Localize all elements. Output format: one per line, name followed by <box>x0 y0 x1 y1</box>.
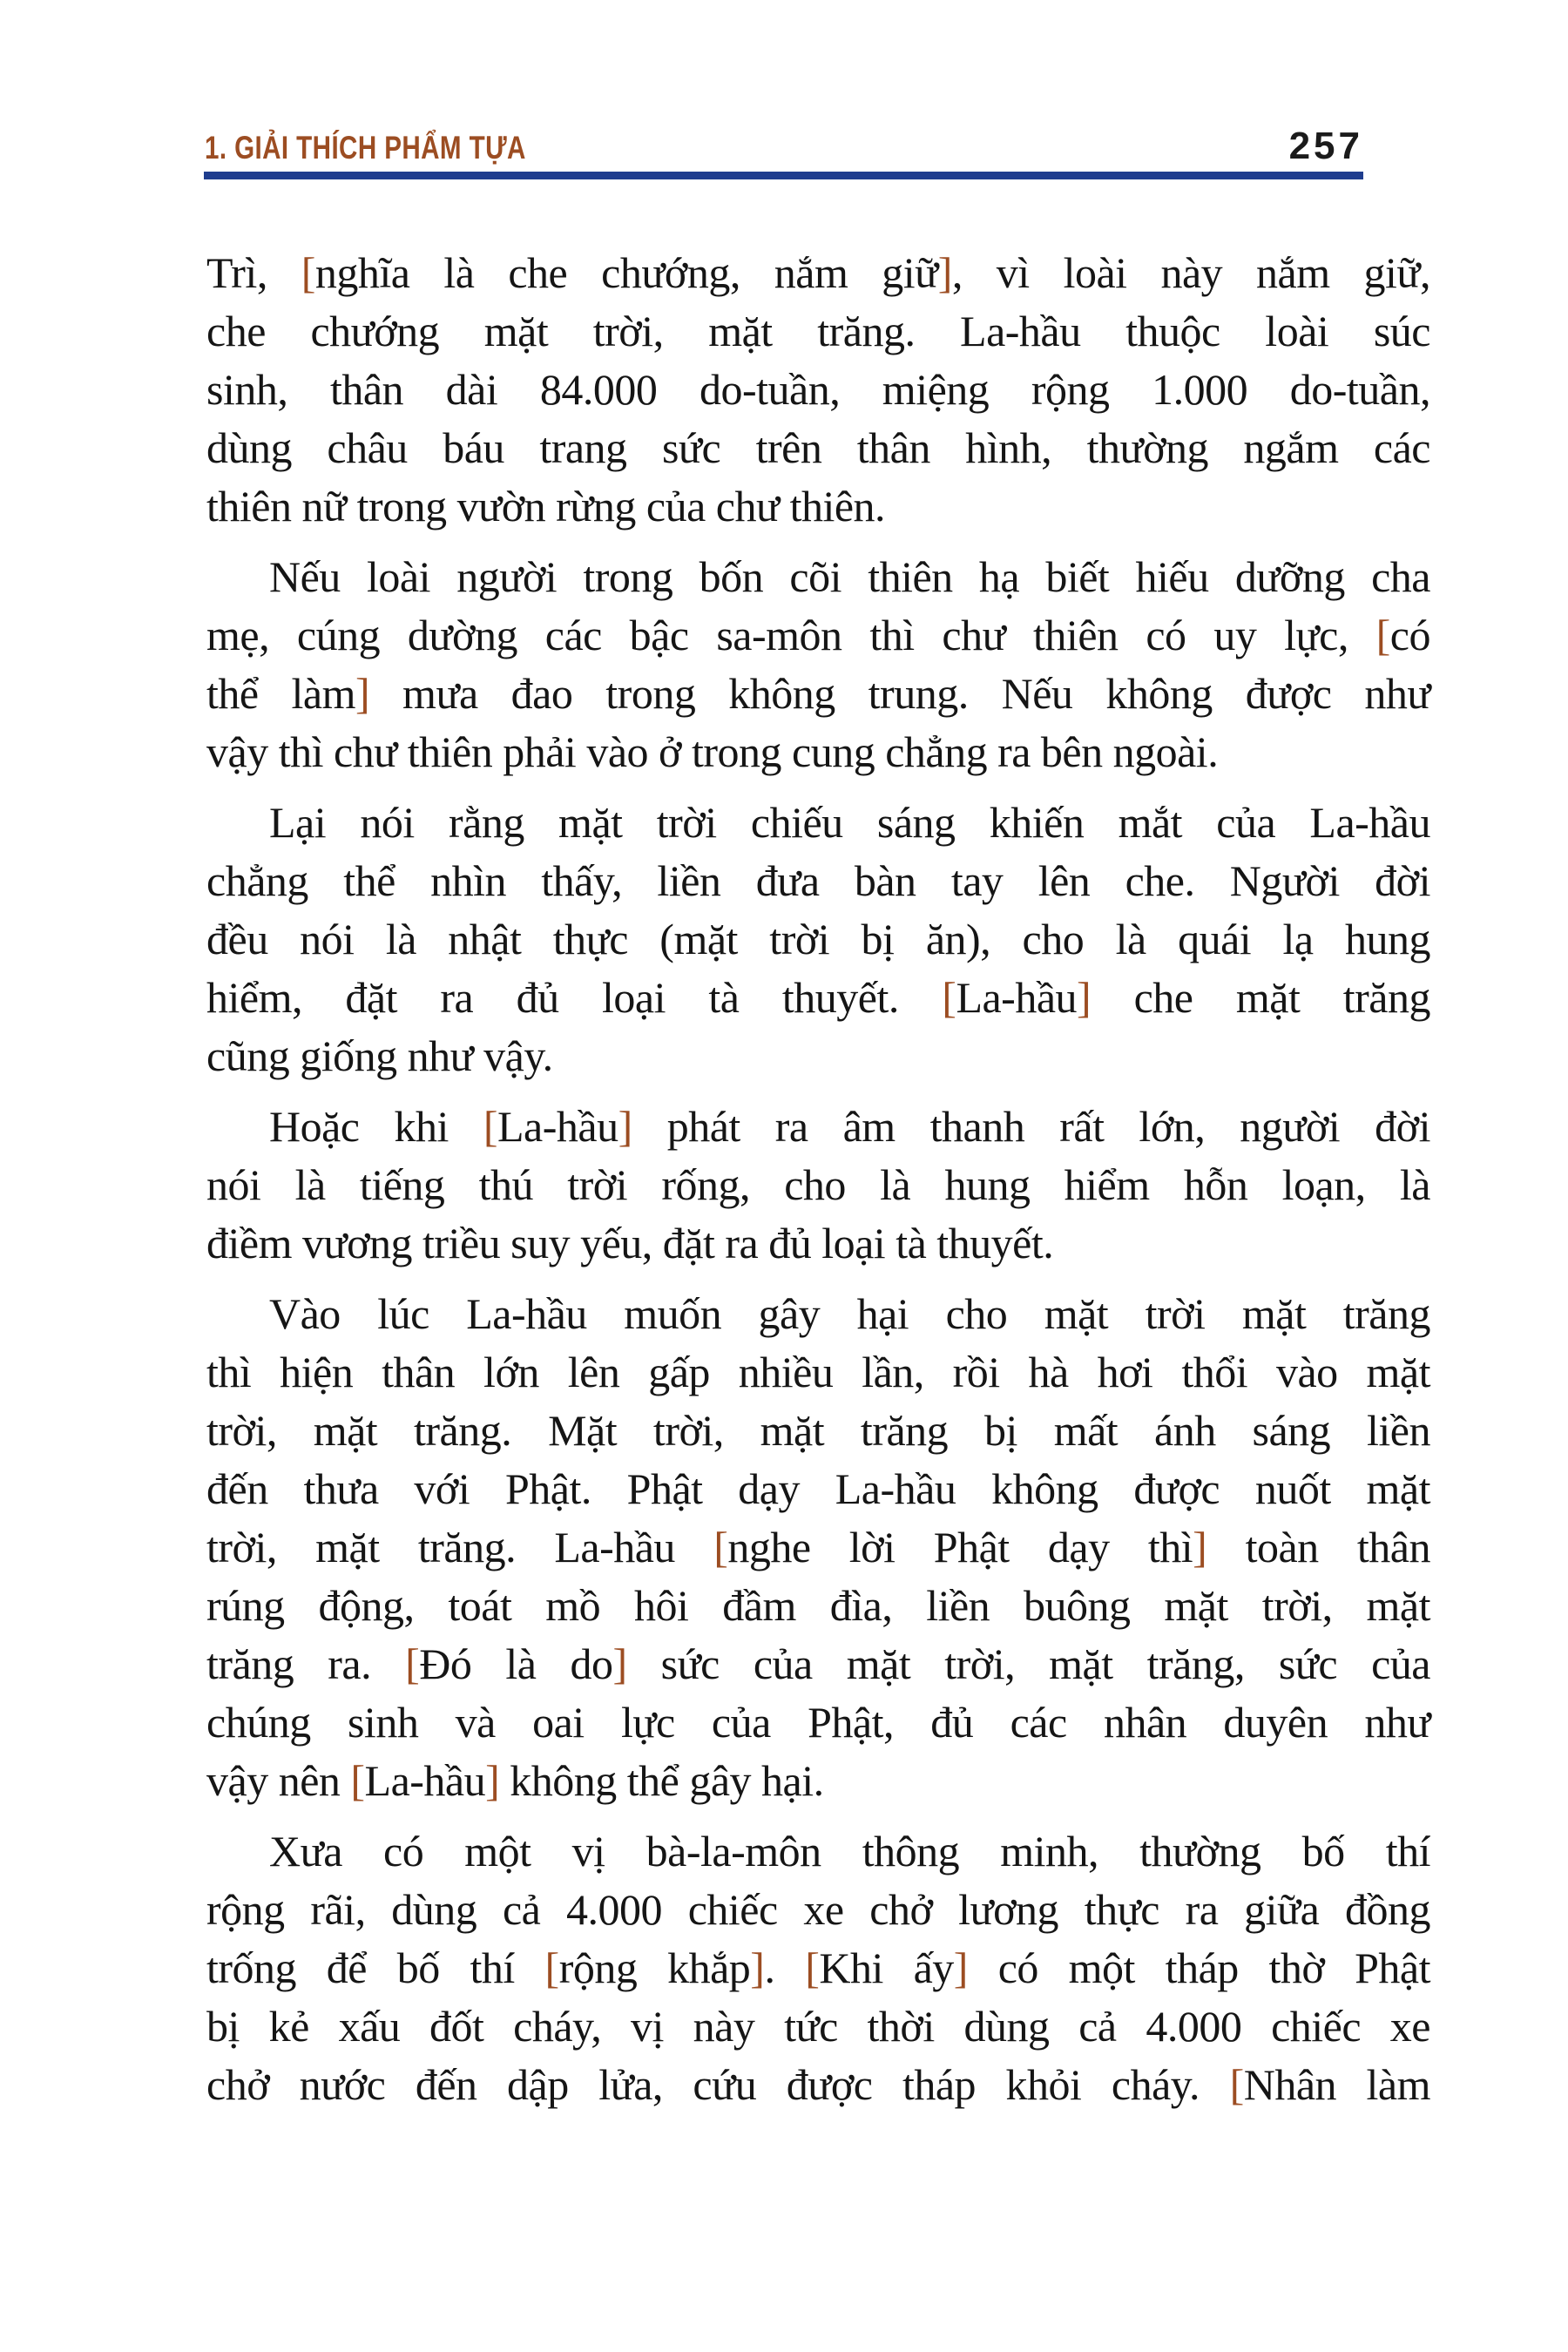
bracket-mark: [ <box>1375 611 1390 659</box>
body-line: trống để bố thí [rộng khắp]. [Khi ấy] có một tháp thờ Phật <box>206 1943 1430 1992</box>
bracket-mark: ] <box>485 1756 500 1805</box>
body-paragraph <box>206 1098 1430 1273</box>
body-line: thì hiện thân lớn lên gấp nhiều lần, rồi hà hơi thổi vào mặt <box>206 1348 1430 1396</box>
body-line: rộng rãi, dùng cả 4.000 chiếc xe chở lương thực ra giữa đồng <box>206 1885 1430 1934</box>
body-line: Lại nói rằng mặt trời chiếu sáng khiến mắt của La-hầu <box>269 798 1430 847</box>
running-header-title-text: 1. GIẢI THÍCH PHẨM TỰA <box>205 130 526 166</box>
bracket-mark: ] <box>1193 1523 1207 1571</box>
bracket-mark: ] <box>355 669 370 718</box>
body-line: dùng châu báu trang sức trên thân hình, thường ngắm các <box>206 423 1430 472</box>
bracket-mark: ] <box>937 248 952 297</box>
page-number: 257 <box>1288 125 1363 167</box>
running-header-title <box>205 131 606 166</box>
body-line: nói là tiếng thú trời rống, cho là hung hiểm hỗn loạn, là <box>206 1160 1430 1209</box>
body-line: chẳng thể nhìn thấy, liền đưa bàn tay lên che. Người đời <box>206 856 1430 905</box>
bracket-mark: ] <box>618 1102 632 1151</box>
body-line: Nếu loài người trong bốn cõi thiên hạ biết hiếu dưỡng cha <box>269 552 1430 601</box>
body-line: đều nói là nhật thực (mặt trời bị ăn), cho là quái lạ hung <box>206 915 1430 963</box>
body-line: điềm vương triều suy yếu, đặt ra đủ loại tà thuyết. <box>206 1219 1054 1267</box>
body-line: che chướng mặt trời, mặt trăng. La-hầu thuộc loài súc <box>206 307 1430 355</box>
body-line: thể làm] mưa đao trong không trung. Nếu không được như <box>206 669 1431 718</box>
body-line: bị kẻ xấu đốt cháy, vị này tức thời dùng cả 4.000 chiếc xe <box>206 2002 1430 2051</box>
bracket-mark: [ <box>301 248 315 297</box>
body-line: đến thưa với Phật. Phật dạy La-hầu không được nuốt mặt <box>206 1464 1430 1513</box>
bracket-mark: [ <box>405 1639 420 1688</box>
body-line: chúng sinh và oai lực của Phật, đủ các nhân duyên như <box>206 1698 1430 1747</box>
bracket-mark: [ <box>350 1756 365 1805</box>
body-line: cũng giống như vậy. <box>206 1031 553 1080</box>
body-line: Xưa có một vị bà-la-môn thông minh, thường bố thí <box>269 1827 1430 1876</box>
body-paragraph <box>206 794 1430 1085</box>
bracket-mark: ] <box>750 1943 765 1992</box>
bracket-mark: [ <box>805 1943 820 1992</box>
body-line: trăng ra. [Đó là do] sức của mặt trời, mặt trăng, sức của <box>206 1639 1430 1688</box>
bracket-mark: [ <box>942 973 956 1022</box>
body-line: Hoặc khi [La-hầu] phát ra âm thanh rất lớn, người đời <box>269 1102 1430 1151</box>
bracket-mark: [ <box>713 1523 728 1571</box>
bracket-mark: [ <box>483 1102 497 1151</box>
body-line: trời, mặt trăng. La-hầu [nghe lời Phật dạy thì] toàn thân <box>206 1523 1430 1571</box>
body-line: thiên nữ trong vườn rừng của chư thiên. <box>206 482 886 531</box>
bracket-mark: ] <box>953 1943 968 1992</box>
body-line: sinh, thân dài 84.000 do-tuần, miệng rộng 1.000 do-tuần, <box>206 365 1430 414</box>
body-line: trời, mặt trăng. Mặt trời, mặt trăng bị mất ánh sáng liền <box>206 1406 1430 1455</box>
body-line: vậy nên [La-hầu] không thể gây hại. <box>206 1756 824 1805</box>
body-paragraph <box>206 244 1430 536</box>
body-line: rúng động, toát mồ hôi đầm đìa, liền buông mặt trời, mặt <box>206 1581 1430 1630</box>
body-paragraph <box>206 548 1430 781</box>
bracket-mark: [ <box>1229 2060 1244 2109</box>
body-text <box>206 244 1430 2114</box>
body-line: Trì, [nghĩa là che chướng, nắm giữ], vì loài này nắm giữ, <box>206 248 1430 297</box>
body-line: vậy thì chư thiên phải vào ở trong cung chẳng ra bên ngoài. <box>206 727 1219 776</box>
header-rule-divider <box>204 172 1363 179</box>
body-paragraph <box>206 1285 1430 1810</box>
body-line: hiểm, đặt ra đủ loại tà thuyết. [La-hầu] che mặt trăng <box>206 973 1430 1022</box>
body-line: mẹ, cúng dường các bậc sa-môn thì chư thiên có uy lực, [có <box>206 611 1430 659</box>
body-line: chở nước đến dập lửa, cứu được tháp khỏi cháy. [Nhân làm <box>206 2060 1430 2109</box>
bracket-mark: ] <box>612 1639 627 1688</box>
body-line: Vào lúc La-hầu muốn gây hại cho mặt trời mặt trăng <box>269 1289 1430 1338</box>
bracket-mark: [ <box>544 1943 559 1992</box>
bracket-mark: ] <box>1077 973 1092 1022</box>
body-paragraph <box>206 1822 1430 2114</box>
